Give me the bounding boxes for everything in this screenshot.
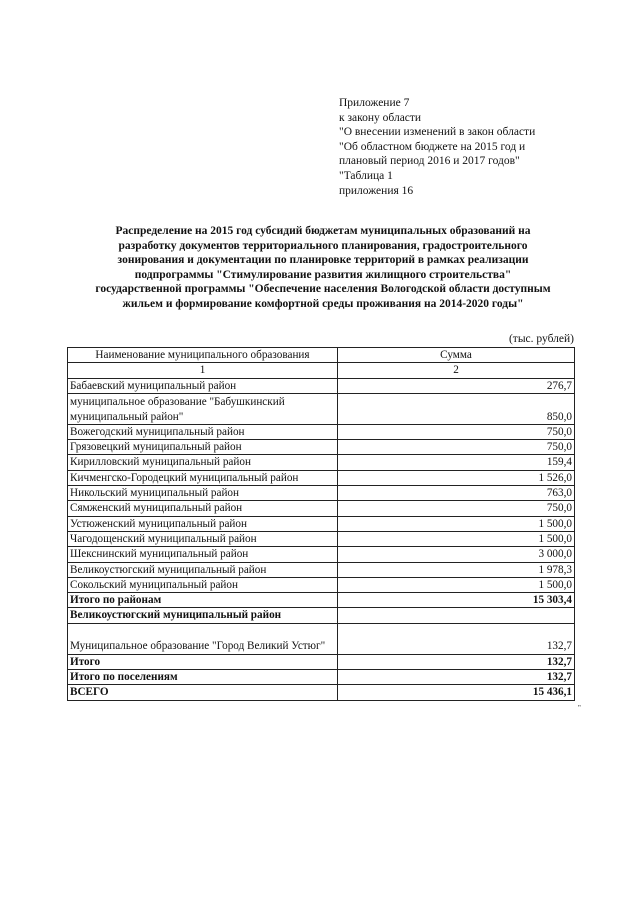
row-value: 1 526,0	[338, 470, 575, 485]
row-value	[338, 608, 575, 623]
row-name: Великоустюгский муниципальный район	[68, 608, 338, 623]
header-line: плановый период 2016 и 2017 годов"	[339, 155, 520, 168]
row-value: 159,4	[338, 455, 575, 470]
row-name: ВСЕГО	[68, 685, 338, 700]
table-row	[68, 424, 575, 439]
row-name: Никольский муниципальный район	[68, 486, 338, 501]
title-line: подпрограммы "Стимулирование развития жилищного строительства"	[134, 268, 512, 281]
column-index: 1	[68, 363, 338, 378]
header-line: Приложение 7	[339, 97, 410, 109]
total-row	[68, 685, 575, 700]
document-title	[62, 224, 584, 312]
column-header-name: Наименование муниципального образования	[68, 348, 338, 363]
row-name: Итого	[68, 654, 338, 669]
title-line: жильем и формирование комфортной среды проживания на 2014-2020 годы"	[122, 297, 524, 310]
row-name: Кирилловский муниципальный район	[68, 455, 338, 470]
table-header-row	[68, 348, 575, 363]
table-row	[68, 547, 575, 562]
row-value: 132,7	[338, 623, 575, 654]
subsidy-table	[67, 347, 575, 701]
row-value: 763,0	[338, 486, 575, 501]
column-header-sum: Сумма	[338, 348, 575, 363]
header-line: к закону области	[339, 111, 422, 124]
row-name: Вожегодский муниципальный район	[68, 424, 338, 439]
title-line: Распределение на 2015 год субсидий бюджетам муниципальных образований на	[115, 225, 531, 237]
column-index: 2	[338, 363, 575, 378]
row-name: Муниципальное образование "Город Великий Устюг"	[68, 623, 338, 654]
table-row	[68, 486, 575, 501]
unit-label: (тыс. рублей)	[508, 333, 574, 345]
row-value: 132,7	[338, 670, 575, 685]
row-value: 276,7	[338, 378, 575, 393]
table-row	[68, 623, 575, 654]
table-row	[68, 501, 575, 516]
title-line: зонирования и документации по планировке территорий в рамках реализации	[117, 254, 529, 267]
header-line: "Таблица 1	[339, 169, 393, 182]
table-row	[68, 455, 575, 470]
table-row	[68, 378, 575, 393]
row-value: 132,7	[338, 654, 575, 669]
table-row	[68, 562, 575, 577]
row-value: 750,0	[338, 440, 575, 455]
row-name: Чагодощенский муниципальный район	[68, 531, 338, 546]
row-name: Великоустюгский муниципальный район	[68, 562, 338, 577]
row-value: 15 303,4	[338, 593, 575, 608]
subtotal-row	[68, 654, 575, 669]
row-name: Грязовецкий муниципальный район	[68, 440, 338, 455]
row-value: 3 000,0	[338, 547, 575, 562]
row-value: 15 436,1	[338, 685, 575, 700]
table-row	[68, 577, 575, 592]
header-line: "О внесении изменений в закон области	[339, 126, 536, 139]
row-name: муниципальное образование "Бабушкинский муниципальный район"	[68, 393, 338, 424]
subtotal-row	[68, 670, 575, 685]
table-index-row	[68, 363, 575, 378]
table-row	[68, 531, 575, 546]
row-name: Итого по районам	[68, 593, 338, 608]
row-value: 1 978,3	[338, 562, 575, 577]
title-line: разработку документов территориального планирования, градостроительного	[118, 239, 528, 252]
row-value: 850,0	[338, 393, 575, 424]
row-name: Сямженский муниципальный район	[68, 501, 338, 516]
row-name: Сокольский муниципальный район	[68, 577, 338, 592]
closing-quote-mark: "	[578, 704, 581, 712]
header-line: приложения 16	[339, 184, 414, 197]
table-row	[68, 516, 575, 531]
row-name: Бабаевский муниципальный район	[68, 378, 338, 393]
row-value: 750,0	[338, 424, 575, 439]
row-value: 1 500,0	[338, 516, 575, 531]
section-header-row	[68, 608, 575, 623]
row-name: Итого по поселениям	[68, 670, 338, 685]
header-line: "Об областном бюджете на 2015 год и	[339, 140, 526, 153]
table-row	[68, 393, 575, 424]
row-name: Кичменгско-Городецкий муниципальный район	[68, 470, 338, 485]
document-header	[339, 96, 535, 198]
subtotal-row	[68, 593, 575, 608]
row-value: 1 500,0	[338, 531, 575, 546]
title-line: государственной программы "Обеспечение населения Вологодской области доступным	[95, 283, 551, 296]
row-value: 1 500,0	[338, 577, 575, 592]
row-name: Устюженский муниципальный район	[68, 516, 338, 531]
table-row	[68, 440, 575, 455]
row-name: Шекснинский муниципальный район	[68, 547, 338, 562]
table-row	[68, 470, 575, 485]
row-value: 750,0	[338, 501, 575, 516]
